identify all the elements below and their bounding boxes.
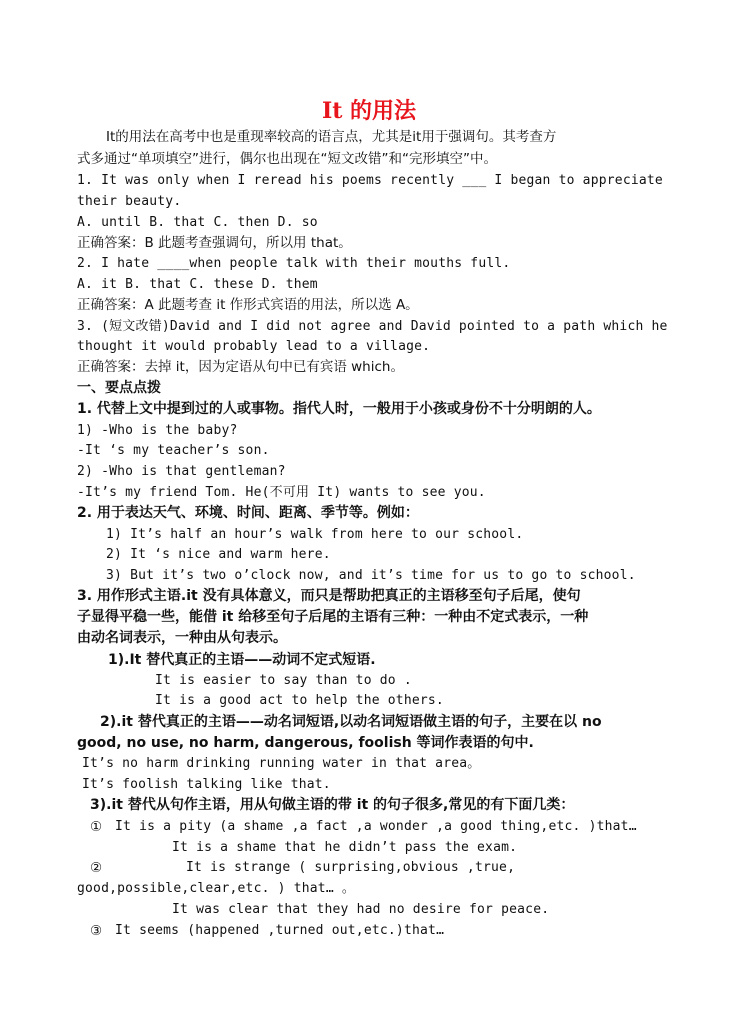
sub-3-item-2-text: It is strange ( surprising,obvious ,true, <box>186 860 516 875</box>
question-3-line-1: 3. (短文改错)David and I did not agree and David pointed to a path which he <box>77 319 668 334</box>
question-3-line-2: thought it would probably lead to a village. <box>77 339 431 354</box>
point-3-heading-line-1: 3. 用作形式主语.it 没有具体意义，而只是帮助把真正的主语移至句子后尾，使句 <box>77 588 581 604</box>
question-3-answer: 正确答案：去掉 it，因为定语从句中已有宾语 which。 <box>77 359 404 375</box>
point-1-line-2: -It ‘s my teacher’s son. <box>77 443 270 458</box>
page-title: It 的用法 <box>321 98 417 124</box>
sub-3-item-1-marker: ① <box>90 819 103 835</box>
sub-2-heading-line-1: 2).it 替代真正的主语——动名词短语,以动名词短语做主语的句子，主要在以 no <box>100 714 602 730</box>
point-2-line-2: 2) It ‘s nice and warm here. <box>106 547 331 562</box>
question-2-answer: 正确答案：A 此题考查 it 作形式宾语的用法，所以选 A。 <box>77 297 419 313</box>
intro-line-1: It的用法在高考中也是重现率较高的语言点，尤其是it用于强调句。其考查方 <box>106 129 557 145</box>
point-2-line-1: 1) It’s half an hour’s walk from here to our school. <box>106 527 524 542</box>
question-1-line-2: their beauty. <box>77 194 182 209</box>
sub-1-line-1: It is easier to say than to do . <box>155 673 412 688</box>
point-1-line-1: 1) -Who is the baby? <box>77 423 238 438</box>
sub-2-line-1: It’s no harm drinking running water in that area。 <box>82 756 481 771</box>
sub-3-item-1-text: It is a pity (a shame ,a fact ,a wonder ,a good thing,etc. )that… <box>115 819 637 834</box>
sub-3-item-2-example: It was clear that they had no desire for peace. <box>172 902 550 917</box>
section-heading: 一、要点点拨 <box>77 380 161 396</box>
point-1-heading: 1. 代替上文中提到过的人或事物。指代人时，一般用于小孩或身份不十分明朗的人。 <box>77 401 601 417</box>
point-2-heading: 2. 用于表达天气、环境、时间、距离、季节等。例如： <box>77 505 419 521</box>
intro-line-2: 式多通过“单项填空”进行，偶尔也出现在“短文改错”和“完形填空”中。 <box>77 151 497 167</box>
question-2-options: A. it B. that C. these D. them <box>77 277 318 292</box>
sub-3-item-3-marker: ③ <box>90 923 103 939</box>
question-1-answer: 正确答案：B 此题考查强调句，所以用 that。 <box>77 235 352 251</box>
point-3-heading-line-3: 由动名词表示，一种由从句表示。 <box>77 630 287 646</box>
sub-3-item-3-text: It seems (happened ,turned out,etc.)that… <box>115 923 445 938</box>
question-1-options: A. until B. that C. then D. so <box>77 215 318 230</box>
point-2-line-3: 3) But it’s two o’clock now, and it’s time for us to go to school. <box>106 568 636 583</box>
point-1-line-3: 2) -Who is that gentleman? <box>77 464 286 479</box>
sub-3-item-1-example: It is a shame that he didn’t pass the exam. <box>172 840 518 855</box>
sub-3-item-2-marker: ② <box>90 860 103 876</box>
question-2-line-1: 2. I hate ____when people talk with their mouths full. <box>77 256 511 271</box>
sub-3-item-2-text-continued: good,possible,clear,etc. ) that… 。 <box>77 881 356 896</box>
sub-2-heading-line-2: good, no use, no harm, dangerous, foolish 等词作表语的句中. <box>77 735 534 751</box>
sub-1-line-2: It is a good act to help the others. <box>155 693 444 708</box>
sub-1-heading: 1).It 替代真正的主语——动词不定式短语. <box>108 652 376 668</box>
point-1-line-4: -It’s my friend Tom. He(不可用 It) wants to see you. <box>77 485 486 500</box>
point-3-heading-line-2: 子显得平稳一些，能借 it 给移至句子后尾的主语有三种：一种由不定式表示，一种 <box>77 609 589 625</box>
question-1-line-1: 1. It was only when I reread his poems recently ___ I began to appreciate <box>77 173 663 188</box>
sub-2-line-2: It’s foolish talking like that. <box>82 777 331 792</box>
sub-3-heading: 3).it 替代从句作主语，用从句做主语的带 it 的句子很多,常见的有下面几类： <box>90 797 575 813</box>
